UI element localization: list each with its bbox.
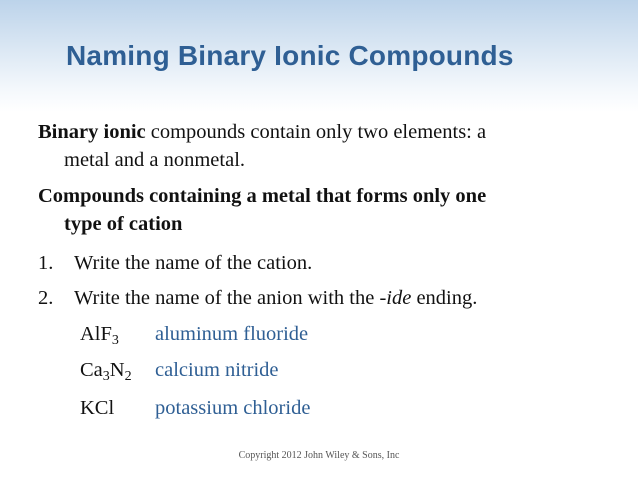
- step-2-text-after: ending.: [411, 287, 478, 309]
- example-name-3: potassium chloride: [155, 397, 311, 419]
- formula-symbol: Ca: [80, 359, 103, 381]
- formula-subscript: 3: [111, 333, 119, 348]
- slide-title: Naming Binary Ionic Compounds: [66, 40, 514, 71]
- example-formula-3: [80, 394, 114, 422]
- step-2-text-before: Write the name of the anion with the: [74, 287, 380, 309]
- intro-paragraph: [38, 118, 618, 174]
- formula-subscript: 3: [102, 369, 110, 384]
- step-1: [38, 249, 312, 277]
- intro-text-line1: compounds contain only two elements: a: [145, 121, 487, 143]
- heading-line1: Compounds containing a metal that forms only one: [38, 185, 487, 207]
- formula-symbol: KCl: [80, 397, 115, 419]
- section-heading: [38, 182, 618, 238]
- formula-subscript-2: 2: [124, 369, 132, 384]
- copyright-footer: Copyright 2012 John Wiley & Sons, Inc: [238, 450, 400, 461]
- heading-line2: type of cation: [64, 213, 183, 235]
- example-name-2: calcium nitride: [155, 359, 279, 381]
- formula-symbol: AlF: [80, 323, 112, 345]
- example-name-1: aluminum fluoride: [155, 323, 309, 345]
- step-2: [38, 284, 477, 312]
- step-1-text: Write the name of the cation.: [74, 252, 313, 274]
- step-1-number: 1.: [38, 252, 54, 274]
- example-formula-2: [80, 356, 132, 384]
- intro-text-line2: metal and a nonmetal.: [64, 149, 246, 171]
- step-2-number: 2.: [38, 287, 54, 309]
- intro-bold-lead: Binary ionic: [38, 121, 146, 143]
- step-2-italic-suffix: -ide: [379, 287, 412, 309]
- example-formula-1: [80, 320, 119, 348]
- formula-symbol-2: N: [109, 359, 125, 381]
